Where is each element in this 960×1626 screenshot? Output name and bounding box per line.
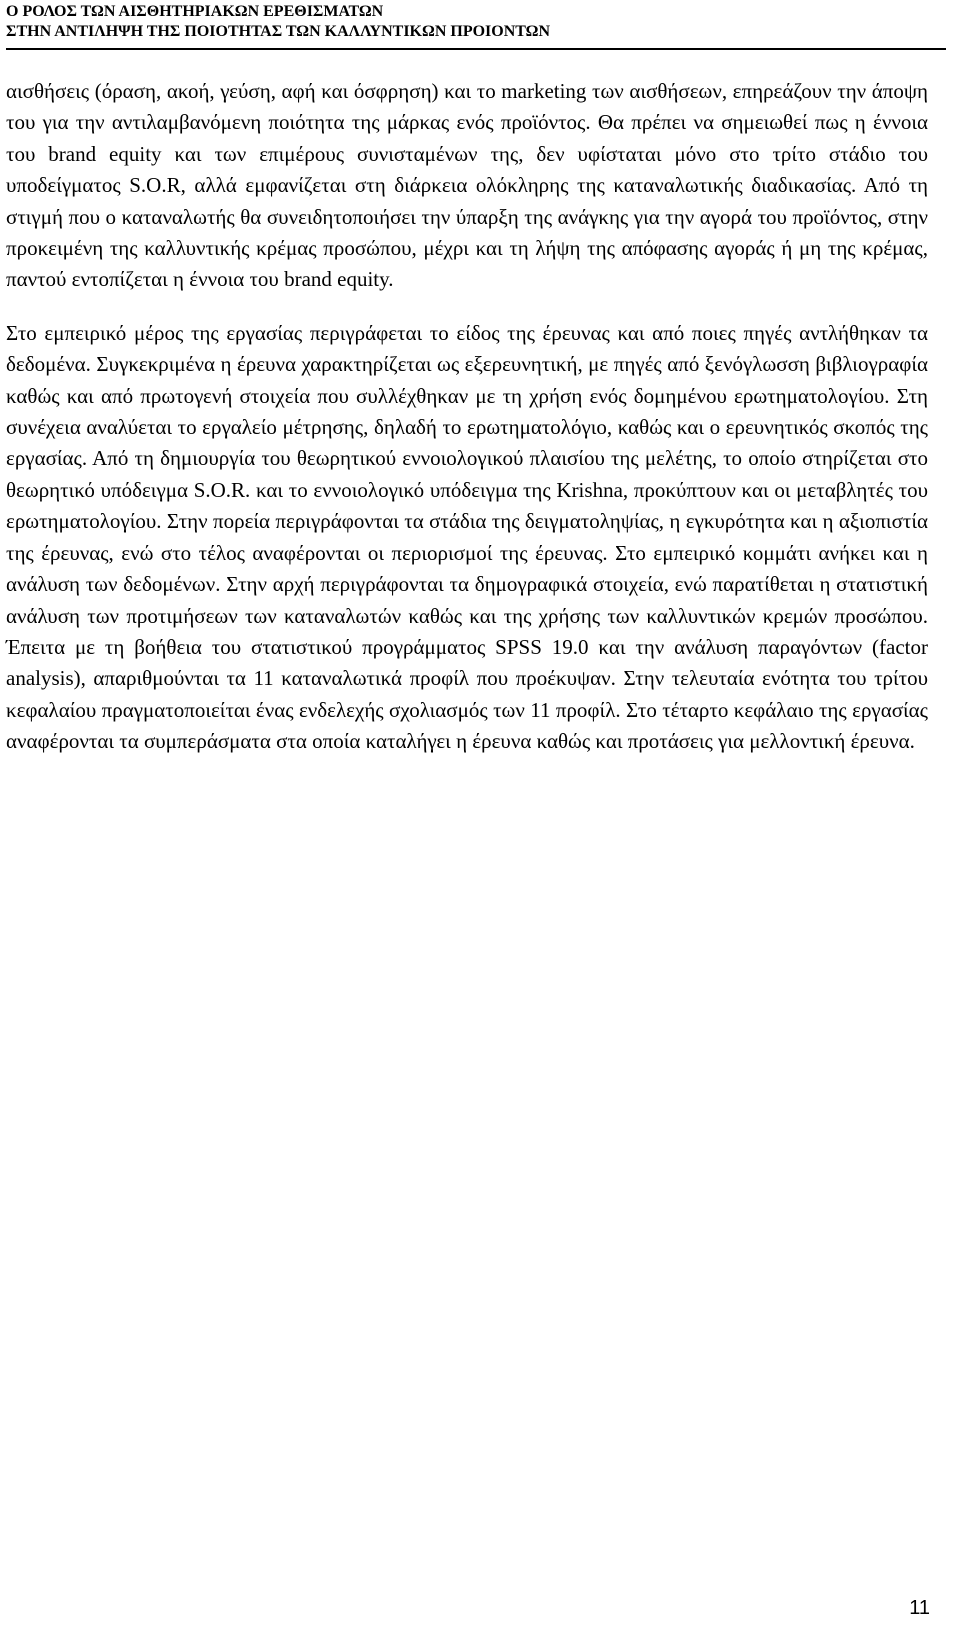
body-paragraph-1: αισθήσεις (όραση, ακοή, γεύση, αφή και όσφρηση) και το marketing των αισθήσεων, επηρεάζουν την άποψη του για την αντιλαμβανόμενη ποιότητα της μάρκας ενός προϊόντος. Θα πρέπει να σημειωθεί πως η έννοια του brand equity και των επιμέρους συνισταμένων της, δεν υφίσταται μόνο στο τρίτο στάδιο του υποδείγματος S.O.R, αλλά εμφανίζεται στη διάρκεια ολόκληρης της καταναλωτικής διαδικασίας. Από τη στιγμή που ο καταναλωτής θα συνειδητοποιήσει την ύπαρξη της ανάγκης για την αγορά του προϊόντος, στην προκειμένη της καλλυντικής κρέμας προσώπου, μέχρι και τη λήψη της απόφασης αγοράς ή μη της κρέμας, παντού εντοπίζεται η έννοια του brand equity. bbox=[6, 79, 928, 292]
header-title-line-1: Ο ΡΟΛΟΣ ΤΩΝ ΑΙΣΘΗΤΗΡΙΑΚΩΝ ΕΡΕΘΙΣΜΑΤΩΝ bbox=[6, 3, 384, 20]
body-paragraph-2: Στο εμπειρικό μέρος της εργασίας περιγράφεται το είδος της έρευνας και από ποιες πηγές αντλήθηκαν τα δεδομένα. Συγκεκριμένα η έρευνα χαρακτηρίζεται ως εξερευνητική, με πηγές από ξενόγλωσση βιβλιογραφία καθώς και από πρωτογενή στοιχεία που συλλέχθηκαν με τη χρήση ενός δομημένου ερωτηματολογίου. Στη συνέχεια αναλύεται το εργαλείο μέτρησης, δηλαδή το ερωτηματολόγιο, καθώς και ο ερευνητικός σκοπός της εργασίας. Από τη δημιουργία του θεωρητικού εννοιολογικού πλαισίου της μελέτης, το οποίο στηρίζεται στο θεωρητικό υπόδειγμα S.O.R. και το εννοιολογικό υπόδειγμα της Krishna, προκύπτουν και οι μεταβλητές του ερωτηματολογίου. Στην πορεία περιγράφονται τα στάδια της δειγματοληψίας, η εγκυρότητα και η αξιοπιστία της έρευνας, ενώ στο τέλος αναφέρονται οι περιορισμοί της έρευνας. Στο εμπειρικό κομμάτι ανήκει και η ανάλυση των δεδομένων. Στην αρχή περιγράφονται τα δημογραφικά στοιχεία, ενώ παρατίθεται η στατιστική ανάλυση των προτιμήσεων των καταναλωτών καθώς και της χρήσης των καλλυντικών κρεμών προσώπου. Έπειτα με τη βοήθεια του στατιστικού προγράμματος SPSS 19.0 και την ανάλυση παραγόντων (factor analysis), απαριθμούνται τα 11 καταναλωτικά προφίλ που προέκυψαν. Στην τελευταία ενότητα του τρίτου κεφαλαίου πραγματοποιείται ένας ενδελεχής σχολιασμός των 11 προφίλ. Στο τέταρτο κεφάλαιο της εργασίας αναφέρονται τα συμπεράσματα στα οποία καταλήγει η έρευνα καθώς και προτάσεις για μελλοντική έρευνα. bbox=[6, 320, 928, 754]
header-title-line-2: ΣΤΗΝ ΑΝΤΙΛΗΨΗ ΤΗΣ ΠΟΙΟΤΗΤΑΣ ΤΩΝ ΚΑΛΛΥΝΤΙΚΩΝ ΠΡΟΙΟΝΤΩΝ bbox=[6, 23, 551, 40]
document-body bbox=[6, 76, 928, 780]
page-number: 11 bbox=[909, 1597, 930, 1619]
running-header bbox=[6, 2, 946, 50]
